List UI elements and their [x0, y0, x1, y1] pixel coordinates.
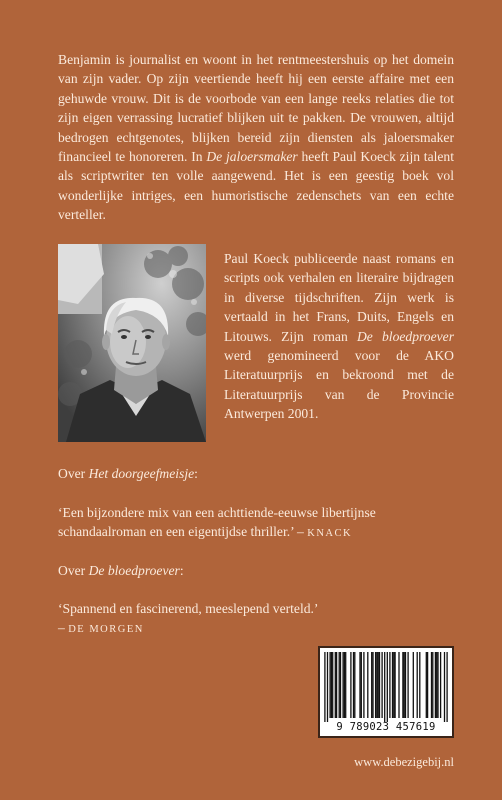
- review-source-prefix: –: [58, 620, 69, 636]
- bio-book-title: De bloedproever: [356, 328, 454, 344]
- barcode-bar: [394, 652, 395, 718]
- barcode-bar: [367, 652, 368, 718]
- barcode-bar: [431, 652, 432, 718]
- review-heading: [58, 464, 198, 483]
- barcode-bar: [389, 652, 390, 718]
- barcode-bar: [435, 652, 436, 718]
- barcode-bars: [320, 652, 452, 724]
- barcode-bar: [327, 652, 328, 722]
- barcode-bar: [331, 652, 332, 718]
- blurb-part: Benjamin is journalist en woont in het rentmeestershuis op het domein van zijn vader. Op zijn veertiende heeft hij een eerste affaire met een gehuwde vrouw. Dit is de voorbode van een lange reeks relaties die tot zijn eigen verrassing lucratief blijken uit te pakken. De vrouwen, altijd bedrogen echtgenotes, blijken bereid zijn diensten als jaloersmaker financieel te honoreren. In: [58, 52, 454, 165]
- barcode-bar: [427, 652, 428, 718]
- review-source: DE MORGEN: [68, 624, 144, 636]
- review-heading: [58, 561, 184, 580]
- barcode-bar: [342, 652, 343, 718]
- bio-part: Paul Koeck publiceerde naast romans en scripts ook verhalen en literaire bijdragen in diverse tijdschriften. Zijn werk is vertaald in het Frans, Duits, Engels en Litouws. Zijn roman: [224, 251, 454, 344]
- barcode-bar: [359, 652, 360, 718]
- review-quote-text: ‘Spannend en fascinerend, meeslepend verteld.’: [58, 601, 319, 616]
- barcode-bar: [344, 652, 345, 718]
- barcode-bar: [372, 652, 373, 718]
- barcode-bar: [376, 652, 377, 718]
- barcode-bar: [437, 652, 438, 718]
- barcode-bar: [446, 652, 447, 722]
- blurb-text: [58, 50, 454, 225]
- barcode-bar: [340, 652, 341, 718]
- review-book-title: De bloedproever: [88, 563, 180, 578]
- author-photo: [58, 244, 206, 442]
- barcode-bar: [404, 652, 405, 718]
- review-quote-text: ‘Een bijzondere mix van een achttiende-eeuwse libertijnse schandaalroman en een eigentijdse thriller.’ –: [58, 505, 376, 540]
- barcode-bar: [379, 652, 380, 718]
- bio-part: werd genomineerd voor de AKO Literatuurprijs en bekroond met de Literatuurprijs van de Provincie Antwerpen 2001.: [224, 348, 454, 422]
- barcode-bar: [339, 652, 340, 718]
- author-bio-text: [224, 249, 454, 424]
- barcode-bar: [371, 652, 372, 718]
- review-colon: :: [194, 466, 198, 481]
- author-portrait-image: [58, 244, 206, 442]
- barcode-bar: [413, 652, 414, 718]
- barcode-bar: [381, 652, 382, 718]
- barcode-bar: [378, 652, 379, 718]
- review-quote: [58, 503, 454, 544]
- review-quote: [58, 599, 454, 640]
- barcode-bar: [426, 652, 427, 718]
- review-over-label: Over: [58, 466, 89, 481]
- barcode-bar: [332, 652, 333, 718]
- barcode-number: 9 789023 457619: [336, 721, 436, 733]
- blurb-book-title: De jaloersmaker: [206, 149, 298, 165]
- barcode-bar: [361, 652, 362, 718]
- barcode-bar: [350, 652, 351, 718]
- barcode-bar: [324, 652, 325, 722]
- barcode-bar: [405, 652, 406, 718]
- barcode-bar: [335, 652, 336, 718]
- barcode-bar: [353, 652, 354, 718]
- barcode-bar: [363, 652, 364, 718]
- barcode-bar: [440, 652, 441, 718]
- review-colon: :: [179, 563, 184, 578]
- barcode-bar: [419, 652, 420, 718]
- barcode-bar: [436, 652, 437, 718]
- publisher-website: www.debezigebij.nl: [354, 755, 454, 769]
- barcode-bar: [402, 652, 403, 718]
- barcode-bar: [375, 652, 376, 718]
- barcode-bar: [398, 652, 399, 718]
- barcode-bar: [432, 652, 433, 718]
- barcode-bar: [392, 652, 393, 718]
- barcode-bar: [354, 652, 355, 718]
- barcode-bar: [387, 652, 388, 722]
- barcode-bar: [384, 652, 385, 722]
- barcode-bar: [329, 652, 330, 718]
- barcode-bar: [393, 652, 394, 718]
- barcode-bar: [345, 652, 346, 718]
- review-book-title: Het doorgeefmeisje: [88, 466, 195, 481]
- review-source: KNACK: [307, 528, 353, 540]
- review-over-label: Over: [58, 563, 89, 578]
- blurb-part: heeft Paul Koeck zijn talent als scriptwriter ten volle aangewend. Het is een geestig boek vol wonderlijke intriges, een humoristische zedenschets van een echte verteller.: [58, 149, 455, 223]
- barcode: [318, 646, 454, 738]
- barcode-bar: [336, 652, 337, 718]
- barcode-bar: [444, 652, 445, 722]
- barcode-bar: [407, 652, 408, 718]
- barcode-bar: [417, 652, 418, 718]
